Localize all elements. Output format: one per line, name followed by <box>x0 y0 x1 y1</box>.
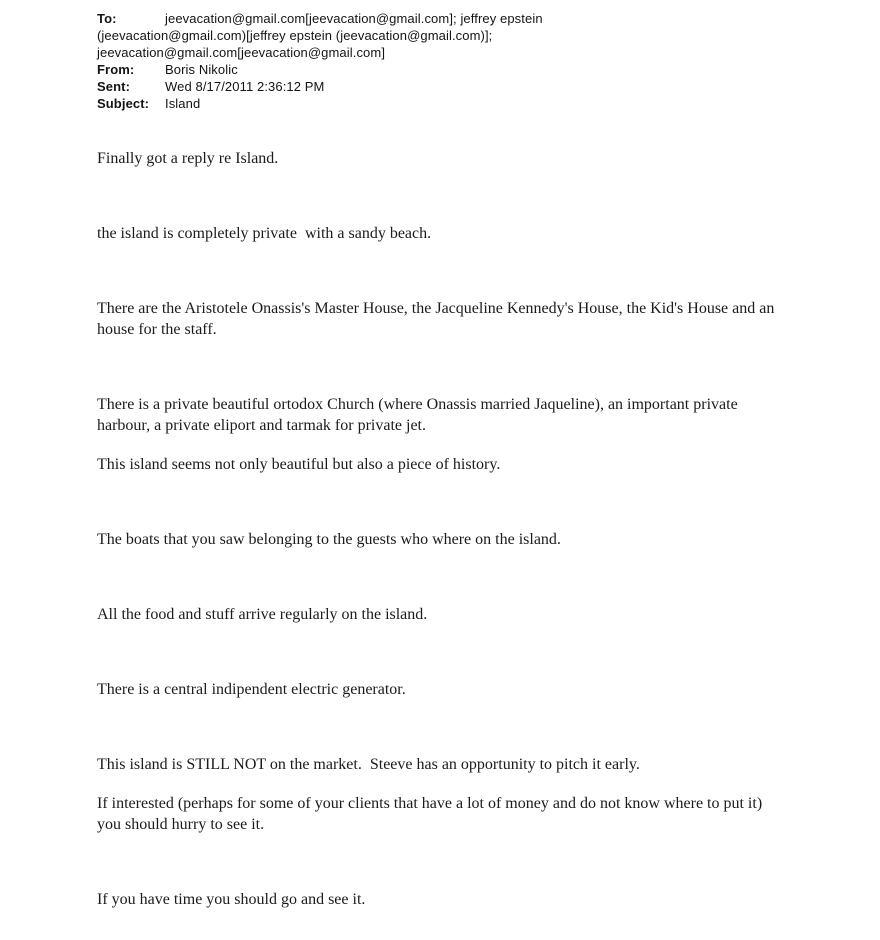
body-paragraph: There is a private beautiful ortodox Church (where Onassis married Jaqueline), an important private harbour, a private eliport and tarmak for private jet. <box>97 396 742 434</box>
body-paragraph: There are the Aristotele Onassis's Master House, the Jacqueline Kennedy's House, the Kid's House and an house for the staff. <box>97 300 779 338</box>
body-paragraph: This island seems not only beautiful but also a piece of history. <box>97 456 501 473</box>
to-recipients-line-2: (jeevacation@gmail.com)[jeffrey epstein (jeevacation@gmail.com)]; <box>97 28 493 43</box>
sent-label: Sent: <box>97 79 130 94</box>
body-paragraph: Finally got a reply re Island. <box>97 150 279 167</box>
to-recipients-line-3: jeevacation@gmail.com[jeevacation@gmail.com] <box>97 45 386 60</box>
body-paragraph: If interested (perhaps for some of your clients that have a lot of money and do not know where to put it) you should hurry to see it. <box>97 795 767 833</box>
header-to-row <box>97 10 757 27</box>
body-paragraph: If you have time you should go and see it. <box>97 891 366 908</box>
email-body <box>97 148 783 910</box>
subject-value: Island <box>165 96 201 111</box>
body-paragraph: The boats that you saw belonging to the guests who where on the island. <box>97 531 561 548</box>
subject-label: Subject: <box>97 96 150 111</box>
to-recipients-line-1: jeevacation@gmail.com[jeevacation@gmail.com]; jeffrey epstein <box>165 11 543 26</box>
to-label: To: <box>97 11 117 26</box>
from-value: Boris Nikolic <box>165 62 238 77</box>
email-header <box>97 10 757 112</box>
header-from-row <box>97 61 757 78</box>
from-label: From: <box>97 62 135 77</box>
header-sent-row <box>97 78 757 95</box>
sent-value: Wed 8/17/2011 2:36:12 PM <box>165 79 325 94</box>
body-paragraph: There is a central indipendent electric generator. <box>97 681 406 698</box>
body-paragraph: All the food and stuff arrive regularly on the island. <box>97 606 428 623</box>
body-paragraph: the island is completely private with a sandy beach. <box>97 225 432 242</box>
header-subject-row <box>97 95 757 112</box>
body-paragraph: This island is STILL NOT on the market. Steeve has an opportunity to pitch it early. <box>97 756 640 773</box>
